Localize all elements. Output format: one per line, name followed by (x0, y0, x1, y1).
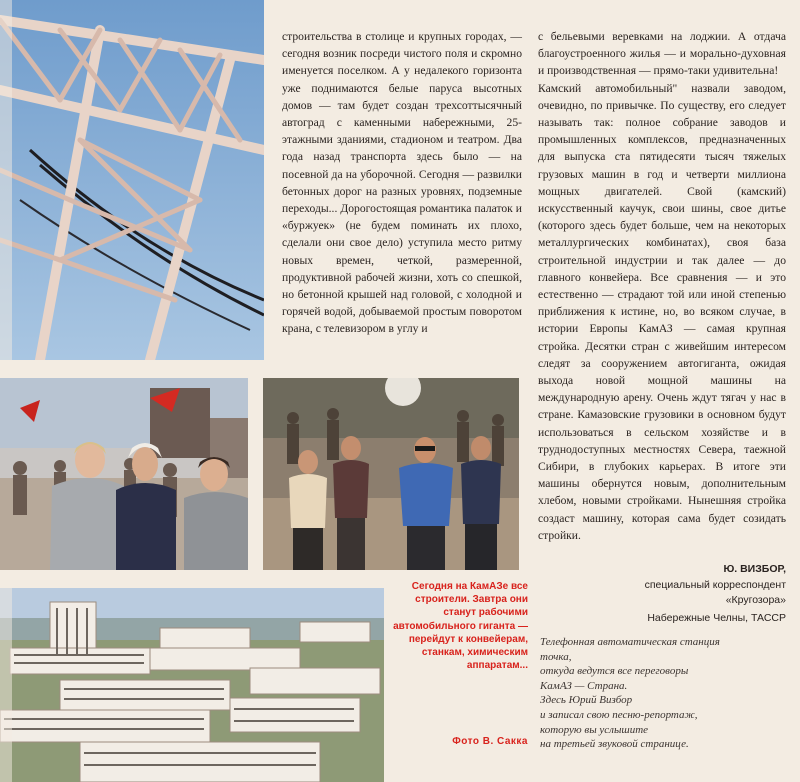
note-line: и записал свою песню-репортаж, (540, 708, 698, 721)
article-column-2 (538, 28, 786, 544)
author-role: специальный корреспондент (644, 579, 786, 591)
article-column-1 (282, 28, 522, 338)
article-paragraph: строительства в столице и крупных городах, — сегодня возник посреди чистого поля и скромно именуется поселком. А у недалекого горизонта уже поднимаются белые паруса высотных домов — там будет создан трехсоттысячный автоград с каменными набережными, 25-этажными зданиями, стадионом и театром. Два года назад транспорта здесь было — на посевной да на уборочной. Сегодня — развилки бетонных дорог на разных уровнях, подземные переходы... Дорогостоящая романтика палаток и «буржуек» (не будем поминать их плохо, сделали они свое дело) уступила место ритму новых времен, четкой, размеренной, продуктивной рабочей жизни, хоть со спешкой, но бетонной крышей над головой, с холодной и горячей водой, добываемой простым поворотом крана, с телевизором в углу и (282, 30, 522, 336)
photo-credit: Фото В. Сакка (452, 736, 528, 747)
author-name: Ю. ВИЗБОР, (723, 563, 786, 575)
note-line: точка, (540, 650, 572, 663)
note-line: Здесь Юрий Визбор (540, 694, 633, 707)
new-city-photo (0, 588, 384, 782)
note-line: Телефонная автоматическая станция (540, 636, 720, 648)
men-workers-photo (263, 378, 519, 570)
article-paragraph: с бельевыми веревками на лоджии. А отдача благоустроенного жилья — и морально-духовная и производственная — прямо-таки удивительна! (538, 30, 786, 78)
sidebar-note (540, 635, 790, 752)
article-paragraph: Камский автомобильный" назвали заводом, очевидно, по привычке. По существу, его следует называть так: полное собрание заводов и промышленных комплексов, предназначенных для выпуска ста пятидесяти тысяч тяжелых грузовых машин в год и четверти миллиона мощных двигателей. Свой (камский) искусственный каучук, свои шины, свое дитье (которого здесь будет больше, чем на некоторых металлургических комбинатах), своя база строительной индустрии и так далее — до главного конвейера. Все сравнения — и это естественно — страдают той или иной степенью приближения к истине, но, во всяком случае, в истории Европы КамАЗ — самая крупная стройка. Десятки стран с живейшим интересом следят за сооружением автогиганта, ожидая выхода новой мощной машины на международную арену. Очень ждут тягач у нас в стране. Камазовские грузовики в основном будут использоваться в сельском хозяйстве и в труднодоступных местностях Севера, таежной Сибири, в глубоких карьерах. В итоге эти машины обернутся новым, дополнительным хлебом, новыми стройками. Нынешняя стройка создаст машину, которая сама будет созидать стройки. (538, 81, 786, 542)
author-outlet: «Кругозора» (725, 594, 786, 606)
crane-photo (0, 0, 264, 360)
photo-caption: Сегодня на КамАЗе все строители. Завтра они станут рабочими автомобильного гиганта — перейдут к конвейерам, станкам, химическим аппаратам... (393, 581, 528, 672)
note-line: которую вы услышите (540, 723, 649, 736)
women-workers-photo (0, 378, 248, 570)
note-line: КамАЗ — Страна. (540, 679, 628, 692)
note-line: на третьей звуковой странице. (540, 738, 689, 751)
note-line: откуда ведутся все переговоры (540, 665, 689, 678)
dateline-place: Набережные Челны, ТАССР (647, 612, 786, 624)
